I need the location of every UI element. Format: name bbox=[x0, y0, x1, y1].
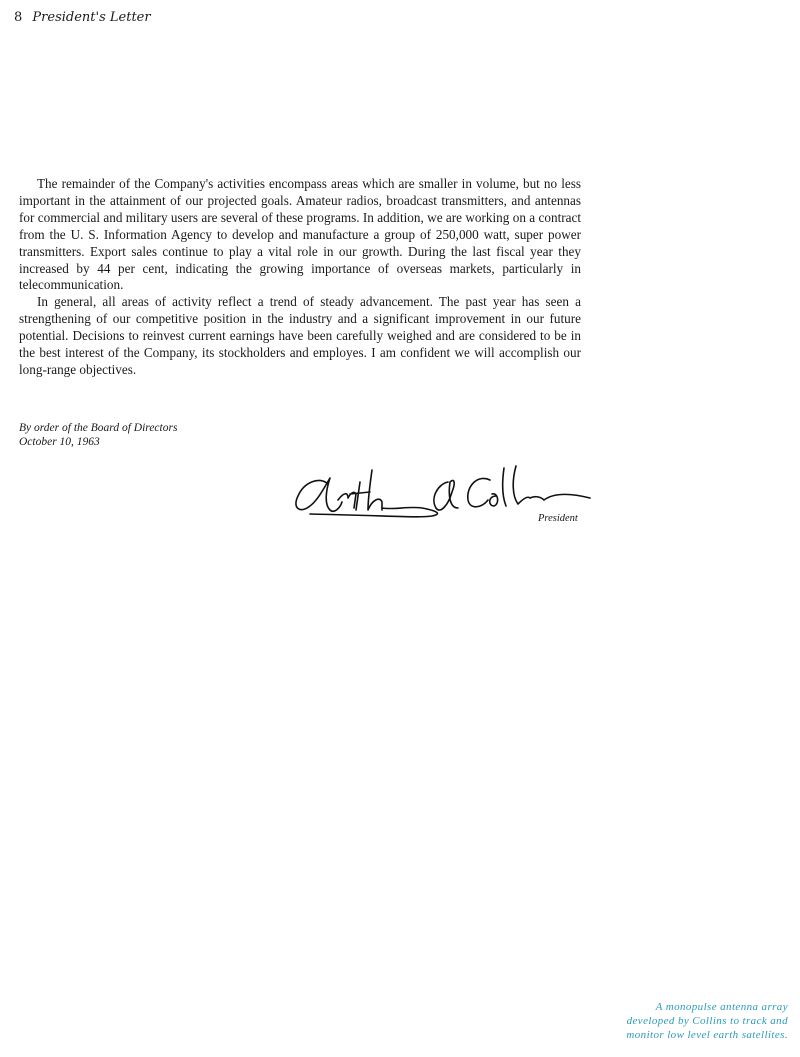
letter-paragraph-2: In general, all areas of activity reflect a trend of steady advancement. The past year has seen a strengthening of our competitive position in the industry and a significant improvement in our future potential. Decisions to reinvest current earnings have been carefully weighed and are considered to be in the best interest of the Company, its stockholders and employes. I am confident we will accomplish our long-range objectives. bbox=[19, 294, 581, 377]
signature-stroke-rth bbox=[338, 470, 382, 510]
caption-line-2: developed by Collins to track and bbox=[626, 1015, 788, 1027]
signature-stroke-ollins bbox=[490, 466, 590, 506]
letter-paragraph-1: The remainder of the Company's activities encompass areas which are smaller in volume, but no less important in the attainment of our projected goals. Amateur radios, broadcast transmitters, and antennas for commercial and military users are several of these programs. In addition, we are working on a contract from the U. S. Information Agency to develop and manufacture a group of 250,000 watt, super power transmitters. Export sales continue to play a vital role in our growth. During the last fiscal year they increased by 44 per cent, indicating the growing importance of overseas markets, particularly in telecommunication. bbox=[19, 176, 581, 293]
caption-line-1: A monopulse antenna array bbox=[655, 1001, 788, 1013]
running-head bbox=[14, 10, 151, 26]
caption-line-3: monitor low level earth satellites. bbox=[626, 1029, 788, 1041]
closing-block bbox=[19, 421, 177, 449]
signature-stroke-a bbox=[296, 478, 342, 511]
page-number: 8 bbox=[14, 10, 23, 25]
signer-title: President bbox=[538, 513, 578, 524]
section-title: President's Letter bbox=[32, 10, 151, 25]
letter-date: October 10, 1963 bbox=[19, 436, 100, 448]
board-order-line: By order of the Board of Directors bbox=[19, 422, 178, 434]
signature-stroke-initial bbox=[434, 480, 458, 510]
signature-stroke-c bbox=[468, 478, 490, 506]
letter-body bbox=[19, 176, 581, 379]
photo-caption bbox=[528, 1000, 788, 1042]
